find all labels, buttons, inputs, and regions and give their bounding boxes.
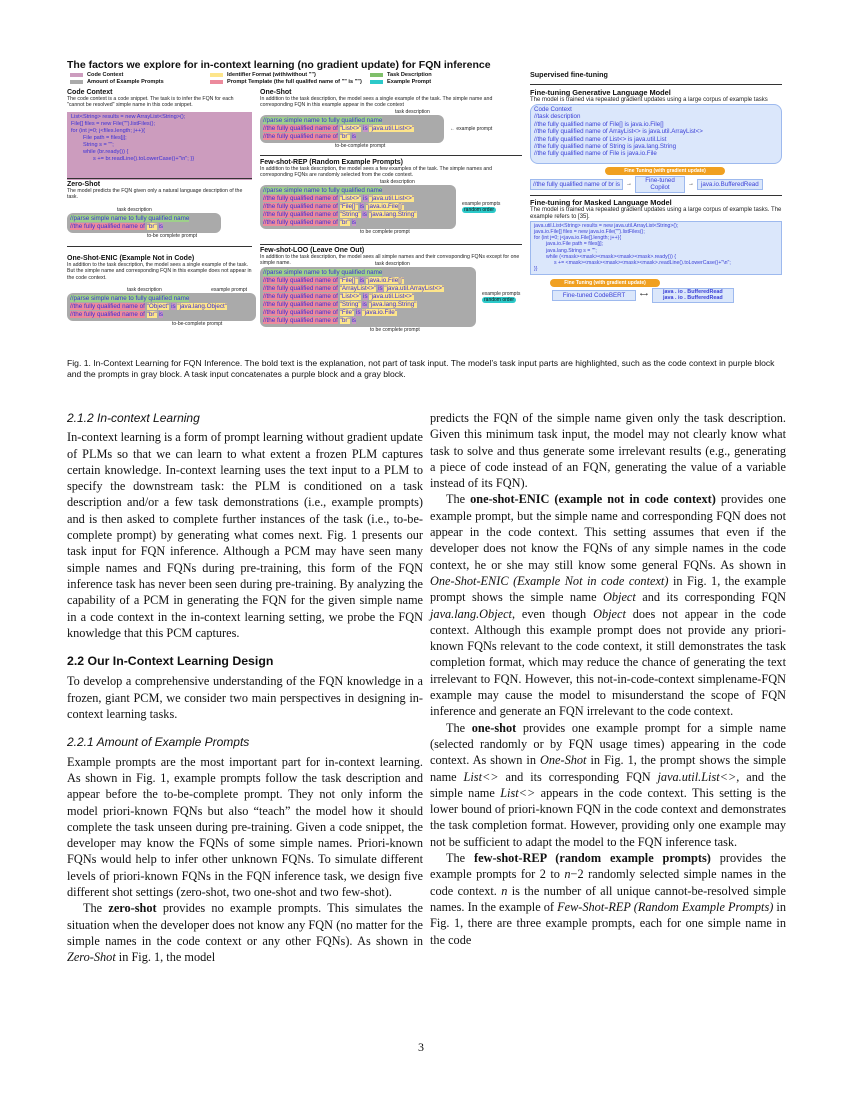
divider (260, 244, 522, 245)
fqn: "java.io.File[]" (365, 276, 404, 284)
prompt-template: //the fully qualified name of (263, 308, 338, 316)
prompt-template: //the fully qualified name of (70, 222, 145, 230)
legend-swatch (210, 80, 223, 84)
fqn: "java.lang.String" (368, 300, 417, 308)
gen-output: java.io.BufferedRead (697, 179, 763, 190)
page-number: 3 (418, 1040, 424, 1054)
code-line: s += br.readLine().toLowerCase()+"\n"; }} (93, 155, 195, 162)
example-prompt-label: ← example prompt (450, 125, 493, 132)
code-line: for (int j=0; j<files.length; j++){ (71, 127, 146, 134)
gen-title: Fine-tuning Generative Language Model (530, 88, 671, 97)
paragraph: In-context learning is a form of prompt learning without gradient update of PLMs so that we can learn to what extent a frozen PLM captures certain knowledge. In-context learning uses the text input to a PLM to specify the downstream task: the PLM is conditioned on a task description and/or a few task demonstrations (i.e., example prompts) and is then asked to complete further instances of the task (i.e., to-be-complete prompt) by generating what comes next. Fig. 1 presents our task input for FQN inference. Although a PCM may have seen many simple names and FQNs during pre-training, this form of the FQN inference task has never been seen during pre-training. By analyzing the capability of a PCM in generating the FQN for the given simple name in a code context in the in-context learning setting, we probe the FQN knowledge that this PCM captures. (67, 430, 423, 640)
is-token: is (171, 302, 176, 310)
training-line: //the fully qualified name of List<> is java.util.List (534, 135, 667, 143)
example-prompts-label: example prompts (462, 200, 501, 207)
identifier: "br" (339, 218, 350, 226)
divider (530, 84, 782, 85)
training-line: //task description (534, 113, 581, 121)
task-description-line: //parse simple name to fully qualified name (70, 214, 190, 222)
task-description-line: //parse simple name to fully qualified name (70, 294, 190, 302)
prompt-template: //the fully qualified name of (263, 132, 338, 140)
task-description-line: //parse simple name to fully qualified name (263, 186, 383, 194)
panel-desc: The model predicts the FQN given only a natural language description of the task. (67, 188, 243, 201)
code-snippet (67, 112, 252, 180)
training-line: java.io.File[] files = new java.io.File("").listFiles(); (534, 229, 645, 236)
identifier: "br" (339, 316, 350, 324)
paragraph-one-shot: The one-shot provides one example prompt for a simple name (selected randomly or by FQN usage times) appearing in the code context. As shown in One-Shot in Fig. 1, the prompt shows the simple name List<> and its corresponding FQN java.util.List<>, and the simple name List<> appears in the code context. This setting is the lower bound of priori-known FQN in the code context and demonstrates the task completion format. However, providing only one example may not be sufficient to adapt the model to the FQN inference task. (430, 720, 786, 849)
is-token: is (362, 300, 367, 308)
one-shot-enic-panel (67, 255, 257, 327)
identifier: "br" (146, 222, 157, 230)
legend-swatch (370, 80, 383, 84)
training-line: s += <mask><mask><mask><mask><mask>.readLine().toLowerCase()+"\n"; (554, 260, 731, 267)
task-description-label: task description (375, 260, 410, 267)
fine-tuning-step: Fine Tuning (with gradient update) (605, 167, 725, 175)
is-token: is (158, 222, 164, 230)
training-line: for (int j=0; j<java.io.File[].length; j++){ (534, 235, 622, 242)
prompt-template: //the fully qualified name of (70, 302, 145, 310)
legend-item (370, 72, 510, 78)
fqn: "java.util.ArrayList<>" (384, 284, 445, 292)
identifier: "File[]" (339, 276, 358, 284)
identifier: "List<>" (339, 194, 362, 202)
paragraph: To develop a comprehensive understanding of the FQN knowledge in a frozen, giant PCM, we consider two main perspectives in designing in-context learning tasks. (67, 674, 423, 722)
to-be-complete-label: to-be-complete prompt (335, 142, 386, 149)
legend-swatch (70, 73, 83, 77)
prompt-template: //the fully qualified name of (263, 218, 338, 226)
example-prompts-annotation (482, 291, 520, 303)
bidirectional-arrow-icon: ⟷ (640, 292, 649, 299)
one-shot-panel (260, 89, 522, 149)
identifier: "br" (339, 132, 350, 140)
legend-label: Example Prompt (387, 79, 432, 85)
prompt-template: //the fully qualified name of (263, 210, 338, 218)
identifier: "List<>" (339, 292, 362, 300)
gen-training-box (530, 104, 782, 164)
identifier: "String" (339, 210, 361, 218)
code-line: String s = ""; (83, 141, 114, 148)
random-order-badge: random order (484, 296, 515, 303)
mlm-output-line: java . io . BufferedRead (663, 288, 723, 295)
fqn: "java.io.File[]" (365, 202, 404, 210)
example-prompts-annotation (462, 201, 500, 213)
prompt-box (260, 267, 476, 327)
gen-model: Fine-tuned Copilot (635, 176, 685, 193)
figure-legend (70, 72, 510, 85)
prompt-box (67, 293, 256, 321)
paragraph-one-shot-enic: The one-shot-ENIC (example not in code context) provides one example prompt, but the simple name and corresponding FQN does not appear in the code context. This setting assumes that even if the developer does not know the FQNs of any simple names in the code context, he or she may still know some general FQNs. As shown in One-Shot-ENIC (Example Not in code context) in Fig. 1, the example prompt shows the simple name Object and its corresponding FQN java.lang.Object, even though Object does not appear in the code context. Although this example prompt does not provide any priori-known FQNs relevant to the code context, it still demonstrates the task completion format, which may reduce the chance of generating the text irrelevant to FQN. However, this not-in-code-context simplename-FQN example may cause the model to misunderstand the scope of FQN inference and generate an FQN irrelevant to the code context. (430, 492, 786, 719)
fqn: "java.io.File" (362, 308, 397, 316)
to-be-complete-label: to be complete prompt (370, 326, 420, 333)
training-line: java.io.File path = files[j]; (546, 241, 603, 248)
section-heading-2-2: 2.2 Our In-Context Learning Design (67, 654, 274, 669)
panel-title: One-Shot-ENIC (Example Not in Code) (67, 255, 195, 262)
task-description-line: //parse simple name to fully qualified name (263, 268, 383, 276)
is-token: is (359, 276, 365, 284)
training-line: //the fully qualified name of File[] is java.io.File[] (534, 120, 664, 128)
legend-label: Amount of Example Prompts (87, 79, 164, 85)
arrow-icon: → (688, 181, 695, 188)
code-line: while (br.ready()) { (83, 148, 129, 155)
to-be-complete-label: to-be complete prompt (147, 232, 198, 239)
training-line: //the fully qualified name of String is java.lang.String (534, 143, 677, 151)
is-token: is (351, 218, 357, 226)
mlm-output (652, 288, 734, 303)
is-token: is (356, 308, 361, 316)
few-shot-rep-panel (260, 159, 522, 235)
random-order-badge: random order (464, 206, 495, 213)
task-description-label: task description (395, 108, 430, 115)
code-context-panel (67, 89, 252, 180)
figure-title: The factors we explore for in-context learning (no gradient update) for FQN inference (67, 59, 491, 71)
paragraph-zero-shot: The zero-shot provides no example prompts. This simulates the situation when the developer does not know any FQN (no matter for the simple names in the code context or any other FQNs). As shown in Zero-Shot in Fig. 1, the model (67, 901, 424, 965)
code-line: File[] files = new File("").listFiles(); (71, 120, 156, 127)
few-shot-loo-panel (260, 247, 530, 333)
subsection-heading-2-1-2: 2.1.2 In-context Learning (67, 411, 200, 425)
legend-swatch (210, 73, 223, 77)
is-token: is (359, 202, 365, 210)
task-description-label: task description (380, 178, 415, 185)
right-column (430, 410, 786, 948)
divider (530, 195, 782, 196)
fqn: "java.util.List<>" (369, 194, 415, 202)
example-prompts-label: example prompts (482, 290, 521, 297)
mlm-training-box (530, 221, 782, 275)
to-be-complete-label: to be complete prompt (360, 228, 410, 235)
divider (67, 178, 252, 179)
gen-desc: The model is trained via repeated gradient updates using a large corpus of example tasks (530, 97, 768, 103)
prompt-template: //the fully qualified name of (263, 276, 338, 284)
is-token: is (378, 284, 383, 292)
identifier: "br" (146, 310, 157, 318)
mlm-output-line: java . io . BufferedRead (663, 295, 723, 302)
prompt-template: //the fully qualified name of (263, 300, 338, 308)
task-description-line: //parse simple name to fully qualified name (263, 116, 383, 124)
legend-label: Code Context (87, 72, 124, 78)
mlm-desc: The model is trained via repeated gradient updates using a large corpus of example tasks. The example refers to [35]. (530, 206, 782, 220)
panel-desc: In addition to the task description, the model sees a few examples of the task. The simple names and corresponding FQNs are randomly selected from the code context. (260, 166, 493, 179)
panel-desc: In addition to the task description, the model sees a single example of the task. The simple name and corresponding FQN in this example appear in the code context (260, 96, 493, 109)
panel-desc: In addition to the task description, the model sees all simple names and their corresponding FQNs except for one simple name. (260, 254, 520, 267)
identifier: "String" (339, 300, 361, 308)
is-token: is (158, 310, 164, 318)
gen-input: //the fully qualified name of br is (530, 179, 623, 190)
paragraph-few-shot-rep: The few-shot-REP (random example prompts) provides the example prompts for 2 to n−2 randomly selected simple names in the code context. n is the number of all unique cannot-be-resolved simple names. In the example of Few-Shot-REP (Random Example Prompts) in Fig. 1, there are three example prompts, each for one simple name in the code (430, 851, 787, 947)
mlm-model: Fine-tuned CodeBERT (552, 290, 636, 301)
identifier: "List<>" (339, 124, 362, 132)
prompt-template: //the fully qualified name of (263, 284, 338, 292)
legend-label: Identifier Format (with/without "") (227, 72, 316, 78)
fqn: "java.lang.Object" (177, 302, 228, 310)
prompt-template: //the fully qualified name of (263, 316, 338, 324)
prompt-box (260, 115, 444, 143)
training-line: java.lang.String s = ""; (546, 247, 597, 254)
identifier: "File" (339, 308, 355, 316)
panel-title: Zero-Shot (67, 181, 101, 188)
prompt-box (67, 213, 221, 233)
training-line: }} (534, 266, 538, 273)
legend-swatch (370, 73, 383, 77)
identifier: "Object" (146, 302, 170, 310)
legend-item (70, 79, 210, 85)
code-line: File path = files[j]; (83, 134, 127, 141)
paragraph: predicts the FQN of the simple name given only the task description. Given this minimum task input, the model may not clearly know what task to solve and thus generate some irrelevant results (e.g., generating a piece of code instead of an FQN, generating the value of a variable instead of its FQN). (430, 411, 786, 491)
divider (67, 246, 252, 247)
legend-label: Prompt Template (the full qualifed name of "" is "") (227, 79, 362, 85)
is-token: is (363, 124, 368, 132)
panel-desc: The code context is a code snippet. The task is to infer the FQN for each "cannot be resolved" simple name in this code snippet. (67, 96, 234, 109)
zero-shot-panel (67, 181, 252, 239)
legend-label: Task Description (387, 72, 432, 78)
paragraph: Example prompts are the most important part for in-context learning. As shown in Fig. 1, example prompts follow the task description and appear before the to-be-complete prompt. They not only inform the model priori-known FQNs but also “teach” the model how it should complete the task unseen during pre-training. Given a code snippet, the developer may know the FQNs of some simple names. Priori-known FQNs would help to infer other unknown FQNs. To simulate different levels of priori-known FQNs in the FQN inference task, we design five different shot settings (zero-shot, two one-shot and two few-shot). (67, 754, 423, 900)
training-line: Code Context (534, 106, 572, 113)
panel-title: Few-shot-LOO (Leave One Out) (260, 247, 365, 254)
is-token: is (363, 292, 368, 300)
legend-item (210, 72, 370, 78)
panel-desc: In addition to the task description, the model sees a single example of the task. But the simple name and corresponding FQN in this example does not appear in the code context. (67, 262, 252, 281)
legend-item (370, 79, 510, 85)
training-line: //the fully qualified name of File is java.io.File (534, 150, 657, 158)
panel-title: Few-shot-REP (Random Example Prompts) (260, 159, 404, 166)
is-token: is (363, 194, 368, 202)
mlm-title: Fine-tuning for Masked Language Model (530, 197, 672, 207)
identifier: "ArrayList<>" (339, 284, 377, 292)
figure-caption: Fig. 1. In-Context Learning for FQN Inference. The bold text is the explanation, not part of task input. The model’s task input parts are highlighted, such as the code context in purple block and the prompts in gray block. A task input concatenates a purple block and a gray block. (67, 358, 775, 379)
panel-title: One-Shot (260, 89, 292, 96)
legend-swatch (70, 80, 83, 84)
fqn: "java.lang.String" (368, 210, 417, 218)
divider (260, 155, 522, 156)
panel-title: Supervised fine-tuning (530, 70, 608, 79)
code-line: List<String> results = new ArrayList<String>(); (71, 113, 186, 120)
is-token: is (351, 316, 357, 324)
example-prompt-label: example prompt (211, 286, 247, 293)
task-description-label: task description (117, 206, 152, 213)
fqn: "java.util.List<>" (369, 292, 415, 300)
fine-tuning-step: Fine Tuning (with gradient update) (550, 279, 660, 287)
training-line: while (<mask><mask><mask><mask><mask>.ready()) { (546, 253, 677, 260)
left-column (67, 410, 423, 966)
training-line: java.util.List<String> results = new java.util.ArrayList<String>(); (534, 222, 679, 229)
prompt-template: //the fully qualified name of (263, 124, 338, 132)
prompt-box (260, 185, 456, 229)
supervised-panel (530, 70, 782, 303)
prompt-template: //the fully qualified name of (263, 194, 338, 202)
prompt-template: //the fully qualified name of (263, 202, 338, 210)
prompt-template: //the fully qualified name of (263, 292, 338, 300)
panel-title: Code Context (67, 89, 113, 96)
legend-item (70, 72, 210, 78)
training-line: //the fully qualified name of ArrayList<> is java.util.ArrayList<> (534, 128, 703, 136)
fqn: "java.util.List<>" (369, 124, 415, 132)
is-token: is (362, 210, 367, 218)
subsection-heading-2-2-1: 2.2.1 Amount of Example Prompts (67, 735, 250, 750)
prompt-template: //the fully qualified name of (70, 310, 145, 318)
identifier: "File[]" (339, 202, 358, 210)
is-token: is (351, 132, 357, 140)
to-be-complete-label: to-be-complete prompt (172, 320, 223, 327)
task-description-label: task description (127, 286, 162, 293)
legend-item (210, 79, 370, 85)
arrow-icon: → (626, 181, 633, 188)
